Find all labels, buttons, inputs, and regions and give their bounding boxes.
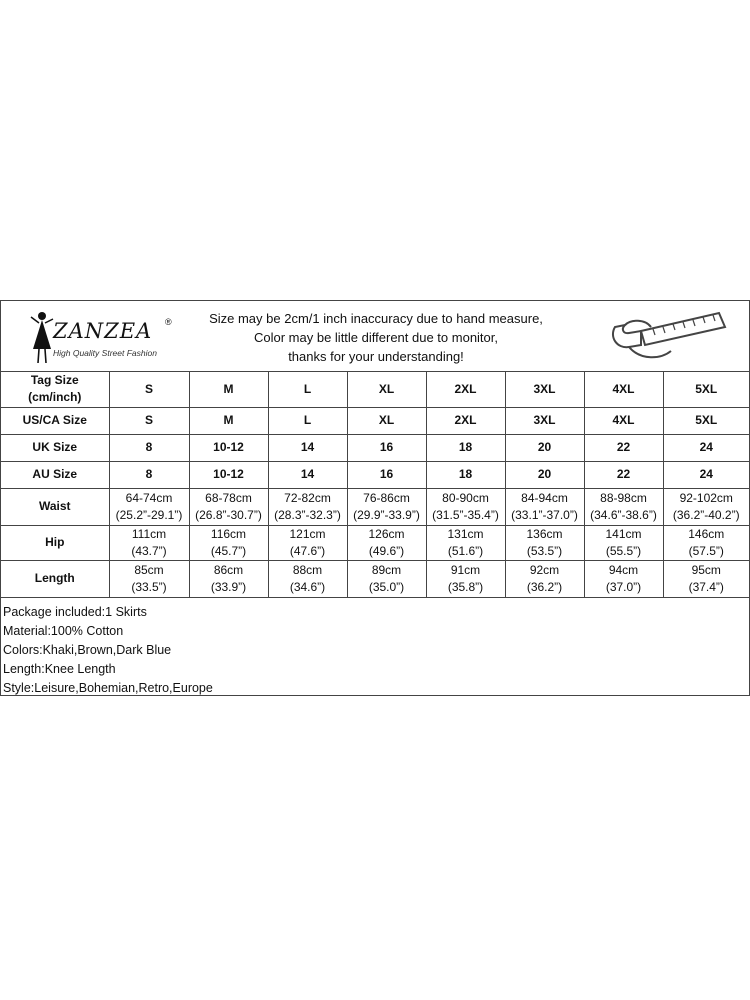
table-cell: 8 bbox=[109, 434, 189, 461]
spec-line: Colors:Khaki,Brown,Dark Blue bbox=[3, 643, 172, 657]
notice-line: thanks for your understanding! bbox=[288, 349, 464, 364]
table-cell: 121cm (47.6”) bbox=[268, 525, 347, 560]
table-cell: 22 bbox=[584, 461, 663, 488]
table-row bbox=[1, 372, 749, 407]
table-cell: 80-90cm (31.5”-35.4”) bbox=[426, 488, 505, 525]
table-cell: 88cm (34.6”) bbox=[268, 560, 347, 597]
product-specs bbox=[3, 603, 743, 698]
spec-line: Length:Knee Length bbox=[3, 662, 116, 676]
table-cell: XL bbox=[347, 372, 426, 407]
table-cell: 91cm (35.8”) bbox=[426, 560, 505, 597]
table-cell: 10-12 bbox=[189, 434, 268, 461]
brand-tagline: High Quality Street Fashion bbox=[53, 348, 157, 358]
table-cell: 4XL bbox=[584, 372, 663, 407]
table-cell: 16 bbox=[347, 461, 426, 488]
row-label bbox=[1, 372, 109, 407]
brand-logo bbox=[29, 307, 199, 367]
size-table bbox=[1, 372, 749, 598]
table-cell: 20 bbox=[505, 461, 584, 488]
table-cell: 94cm (37.0”) bbox=[584, 560, 663, 597]
brand-name: ZANZEA bbox=[53, 319, 153, 343]
table-cell: 18 bbox=[426, 434, 505, 461]
table-cell: 8 bbox=[109, 461, 189, 488]
table-cell: 2XL bbox=[426, 372, 505, 407]
table-cell: 146cm (57.5”) bbox=[663, 525, 749, 560]
table-cell: 89cm (35.0”) bbox=[347, 560, 426, 597]
table-cell: 68-78cm (26.8”-30.7”) bbox=[189, 488, 268, 525]
table-cell: 4XL bbox=[584, 407, 663, 434]
table-cell: 3XL bbox=[505, 372, 584, 407]
table-cell: 88-98cm (34.6”-38.6”) bbox=[584, 488, 663, 525]
table-cell: M bbox=[189, 372, 268, 407]
table-cell: 18 bbox=[426, 461, 505, 488]
table-cell: 5XL bbox=[663, 372, 749, 407]
woman-silhouette-icon bbox=[29, 309, 55, 365]
table-cell: 76-86cm (29.9”-33.9”) bbox=[347, 488, 426, 525]
table-cell: S bbox=[109, 407, 189, 434]
spec-line: Material:100% Cotton bbox=[3, 624, 124, 638]
table-cell: 24 bbox=[663, 461, 749, 488]
table-cell: 86cm (33.9”) bbox=[189, 560, 268, 597]
table-cell: 126cm (49.6”) bbox=[347, 525, 426, 560]
table-cell: 116cm (45.7”) bbox=[189, 525, 268, 560]
table-cell: 131cm (51.6”) bbox=[426, 525, 505, 560]
table-cell: 3XL bbox=[505, 407, 584, 434]
row-label-line: (cm/inch) bbox=[28, 390, 82, 405]
row-label: AU Size bbox=[1, 461, 109, 488]
table-cell: 2XL bbox=[426, 407, 505, 434]
table-cell: 22 bbox=[584, 434, 663, 461]
table-cell: L bbox=[268, 407, 347, 434]
table-cell: 72-82cm (28.3”-32.3”) bbox=[268, 488, 347, 525]
measurement-notice bbox=[191, 309, 561, 366]
table-cell: 24 bbox=[663, 434, 749, 461]
table-cell: 95cm (37.4”) bbox=[663, 560, 749, 597]
registered-mark: ® bbox=[165, 317, 172, 327]
notice-line: Size may be 2cm/1 inch inaccuracy due to hand measure, bbox=[209, 311, 543, 326]
notice-line: Color may be little different due to monitor, bbox=[254, 330, 498, 345]
table-row bbox=[1, 461, 749, 488]
row-label: Hip bbox=[1, 525, 109, 560]
size-chart bbox=[0, 300, 750, 696]
table-cell: L bbox=[268, 372, 347, 407]
table-cell: 136cm (53.5”) bbox=[505, 525, 584, 560]
table-row bbox=[1, 525, 749, 560]
spec-line: Package included:1 Skirts bbox=[3, 605, 147, 619]
table-cell: 92cm (36.2”) bbox=[505, 560, 584, 597]
chart-header bbox=[1, 301, 749, 372]
table-cell: 14 bbox=[268, 434, 347, 461]
row-label: US/CA Size bbox=[1, 407, 109, 434]
table-row bbox=[1, 407, 749, 434]
table-cell: 111cm (43.7”) bbox=[109, 525, 189, 560]
table-row bbox=[1, 434, 749, 461]
table-cell: 20 bbox=[505, 434, 584, 461]
table-cell: 16 bbox=[347, 434, 426, 461]
table-row bbox=[1, 560, 749, 597]
row-label: UK Size bbox=[1, 434, 109, 461]
table-cell: 92-102cm (36.2”-40.2”) bbox=[663, 488, 749, 525]
table-cell: 64-74cm (25.2”-29.1”) bbox=[109, 488, 189, 525]
row-label: Waist bbox=[1, 488, 109, 525]
table-cell: S bbox=[109, 372, 189, 407]
table-cell: M bbox=[189, 407, 268, 434]
table-cell: XL bbox=[347, 407, 426, 434]
table-row bbox=[1, 488, 749, 525]
measuring-tape-icon bbox=[601, 305, 731, 367]
table-cell: 84-94cm (33.1”-37.0”) bbox=[505, 488, 584, 525]
table-cell: 141cm (55.5”) bbox=[584, 525, 663, 560]
table-cell: 5XL bbox=[663, 407, 749, 434]
table-cell: 85cm (33.5”) bbox=[109, 560, 189, 597]
table-cell: 14 bbox=[268, 461, 347, 488]
row-label: Length bbox=[1, 560, 109, 597]
table-cell: 10-12 bbox=[189, 461, 268, 488]
spec-line: Style:Leisure,Bohemian,Retro,Europe bbox=[3, 681, 213, 695]
row-label-line: Tag Size bbox=[30, 373, 79, 388]
